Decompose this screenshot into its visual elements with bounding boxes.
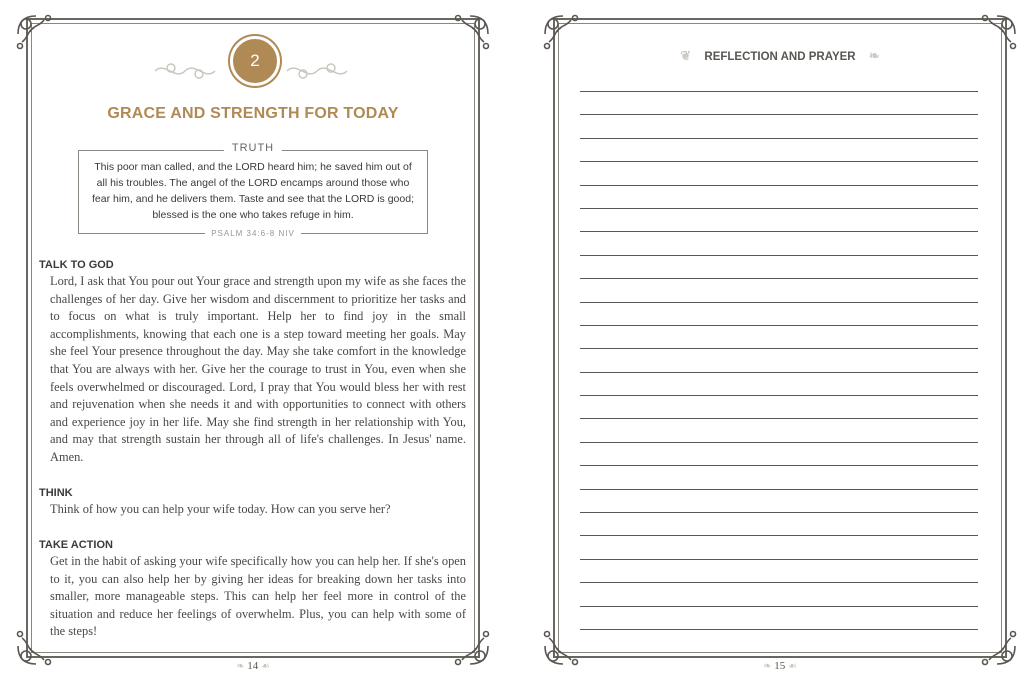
writing-line (580, 629, 978, 630)
corner-flourish-icon (452, 12, 492, 52)
corner-flourish-icon (14, 12, 54, 52)
writing-line (580, 535, 978, 536)
corner-flourish-icon (14, 628, 54, 668)
truth-box (78, 142, 428, 238)
writing-line (580, 489, 978, 490)
writing-line (580, 185, 978, 186)
take-action-body: Get in the habit of asking your wife specifically how you can help her. If she's open to it, you can also help her by giving her ideas for breaking down her tasks into smaller, more manageable steps. This can help her feel more in control of the situation and reduce her feelings of overwhelm. Plus, you can help with some of the steps! (50, 554, 466, 639)
truth-verse: This poor man called, and the LORD heard him; he saved him out of all his troubles. The angel of the LORD encamps around those who fear him, and he delivers them. Taste and see that the LORD is good; blessed is the one who takes refuge in him. (92, 161, 414, 221)
talk-to-god-heading: TALK TO GOD (39, 259, 114, 271)
folio-ornament-icon: ❧ (236, 661, 245, 672)
writing-line (580, 302, 978, 303)
writing-line (580, 606, 978, 607)
chapter-number-badge: 2 (230, 36, 280, 86)
reflection-heading (543, 48, 1017, 64)
page-number (230, 660, 276, 672)
corner-flourish-icon (541, 628, 581, 668)
left-page (16, 14, 490, 672)
folio-ornament-icon: ☙ (787, 661, 797, 672)
writing-line (580, 395, 978, 396)
corner-flourish-icon (979, 628, 1019, 668)
writing-line (580, 512, 978, 513)
writing-line (580, 161, 978, 162)
writing-lines (580, 91, 978, 652)
folio-ornament-icon: ❧ (763, 661, 772, 672)
truth-reference: PSALM 34:6-8 NIV (205, 229, 301, 238)
folio-ornament-icon: ☙ (260, 661, 270, 672)
writing-line (580, 372, 978, 373)
right-page (543, 14, 1017, 672)
writing-line (580, 582, 978, 583)
think-heading: THINK (39, 487, 73, 499)
corner-flourish-icon (979, 12, 1019, 52)
writing-line (580, 348, 978, 349)
writing-line (580, 231, 978, 232)
take-action-heading: TAKE ACTION (39, 539, 113, 551)
swirl-ornament-icon: ❦ (680, 48, 692, 63)
truth-label: TRUTH (224, 142, 282, 154)
writing-line (580, 138, 978, 139)
corner-flourish-icon (541, 12, 581, 52)
page-number-text: 14 (247, 660, 259, 672)
writing-line (580, 208, 978, 209)
writing-line (580, 442, 978, 443)
writing-line (580, 465, 978, 466)
writing-line (580, 91, 978, 92)
page-number (757, 660, 803, 672)
writing-line (580, 114, 978, 115)
page-number-text: 15 (774, 660, 786, 672)
writing-line (580, 559, 978, 560)
writing-line (580, 418, 978, 419)
swirl-ornament-icon: ❧ (868, 48, 880, 63)
chapter-title: GRACE AND STRENGTH FOR TODAY (107, 105, 399, 122)
think-body: Think of how you can help your wife today. How can you serve her? (50, 502, 391, 516)
reflection-heading-text: REFLECTION AND PRAYER (704, 51, 856, 63)
writing-line (580, 255, 978, 256)
talk-to-god-body: Lord, I ask that You pour out Your grace and strength upon my wife as she faces the challenges of her day. Give her wisdom and discernment to prioritize her tasks and to focus on what is truly important. Help her to find joy in the small accomplishments, knowing that each one is a step toward meeting her goals. May she feel Your presence throughout the day. May she take comfort in the knowledge that You are always with her. Give her the courage to trust in You, even when she feels overwhelmed or discouraged. Lord, I pray that You would bless her with rest and rejuvenation when she needs it and with opportunities to connect with others and experience joy in her life. May she find strength in her relationship with You, and may that strength sustain her through all of life's challenges. In Jesus' name. Amen. (50, 274, 466, 464)
writing-line (580, 278, 978, 279)
writing-line (580, 325, 978, 326)
